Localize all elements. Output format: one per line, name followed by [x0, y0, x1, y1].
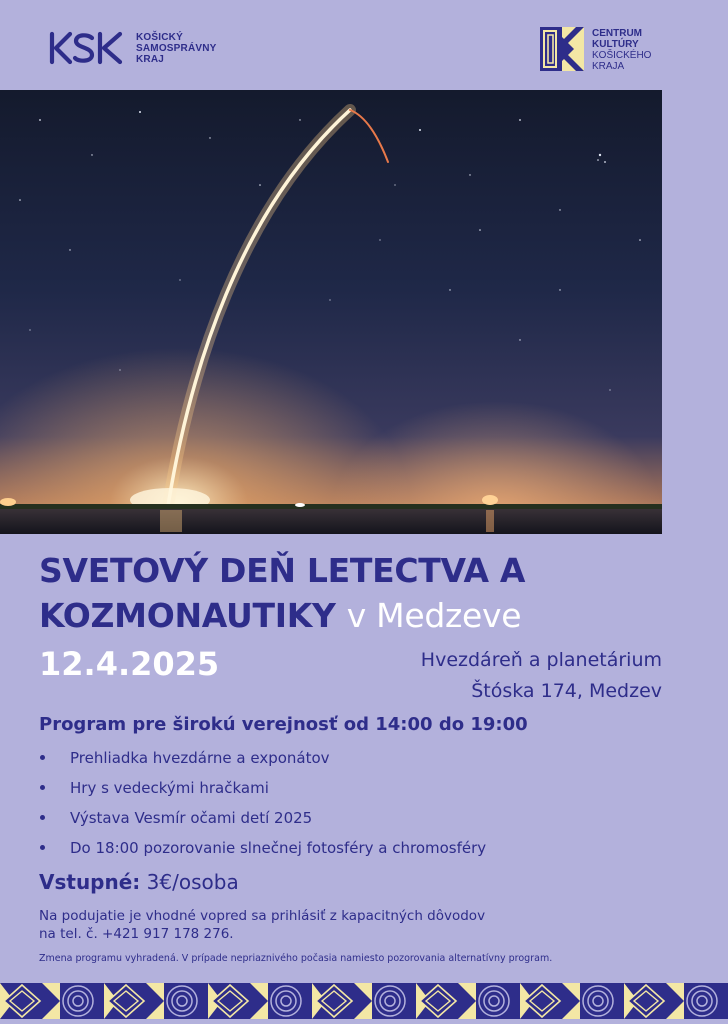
ksk-monogram-icon: [48, 30, 126, 66]
note-line-2: na tel. č. +421 917 178 276.: [39, 926, 234, 942]
list-item-text: Výstava Vesmír očami detí 2025: [70, 809, 313, 827]
list-item: [39, 744, 486, 774]
disclaimer: Zmena programu vyhradená. V prípade nepriaznivého počasia namiesto pozorovania alternatívny program.: [39, 953, 553, 964]
bullet-icon: [40, 785, 45, 790]
ck-line-4: KRAJA: [592, 61, 625, 72]
ck-emblem-icon: [540, 27, 584, 71]
event-venue: [421, 645, 662, 707]
ksk-logo: [48, 30, 217, 66]
list-item: [39, 774, 486, 804]
ck-line-2: KULTÚRY: [592, 39, 639, 50]
entry-label: Vstupné:: [39, 870, 141, 894]
note-line-1: Na podujatie je vhodné vopred sa prihlásiť z kapacitných dôvodov: [39, 908, 486, 924]
ksk-line-2: SAMOSPRÁVNY: [136, 42, 217, 54]
ksk-line-1: KOŠICKÝ: [136, 31, 183, 43]
decorative-pattern: [0, 983, 728, 1019]
venue-line-1: Hvezdáreň a planetárium: [420, 649, 662, 671]
list-item-text: Hry s vedeckými hračkami: [70, 779, 269, 797]
entry-value: 3€/osoba: [146, 870, 239, 894]
ksk-logo-text: [136, 32, 217, 65]
ck-line-3: KOŠICKÉHO: [592, 50, 652, 61]
venue-line-2: Štóska 174, Medzev: [471, 680, 662, 702]
ck-logo-text: [592, 28, 651, 72]
event-date: 12.4.2025: [39, 645, 220, 683]
title-line-1: SVETOVÝ DEŇ LETECTVA A: [39, 551, 526, 590]
title-line-2: [39, 593, 699, 638]
list-item: [39, 834, 486, 864]
title-bold-part: KOZMONAUTIKY: [39, 596, 336, 635]
event-title: [39, 548, 699, 638]
bullet-icon: [40, 845, 45, 850]
ksk-line-3: KRAJ: [136, 53, 165, 65]
list-item-text: Do 18:00 pozorovanie slnečnej fotosféry a chromosféry: [70, 839, 487, 857]
rocket-launch-photo: [0, 90, 662, 534]
ck-line-1: CENTRUM: [592, 28, 642, 39]
bullet-icon: [40, 755, 45, 760]
title-place: v Medzeve: [346, 596, 522, 635]
ck-logo: [540, 27, 651, 72]
list-item-text: Prehliadka hvezdárne a exponátov: [70, 749, 330, 767]
registration-note: [39, 907, 659, 943]
program-heading: Program pre širokú verejnosť od 14:00 do 19:00: [39, 714, 528, 735]
entry-fee: [39, 868, 239, 896]
program-list: [39, 744, 486, 864]
bullet-icon: [40, 815, 45, 820]
list-item: [39, 804, 486, 834]
